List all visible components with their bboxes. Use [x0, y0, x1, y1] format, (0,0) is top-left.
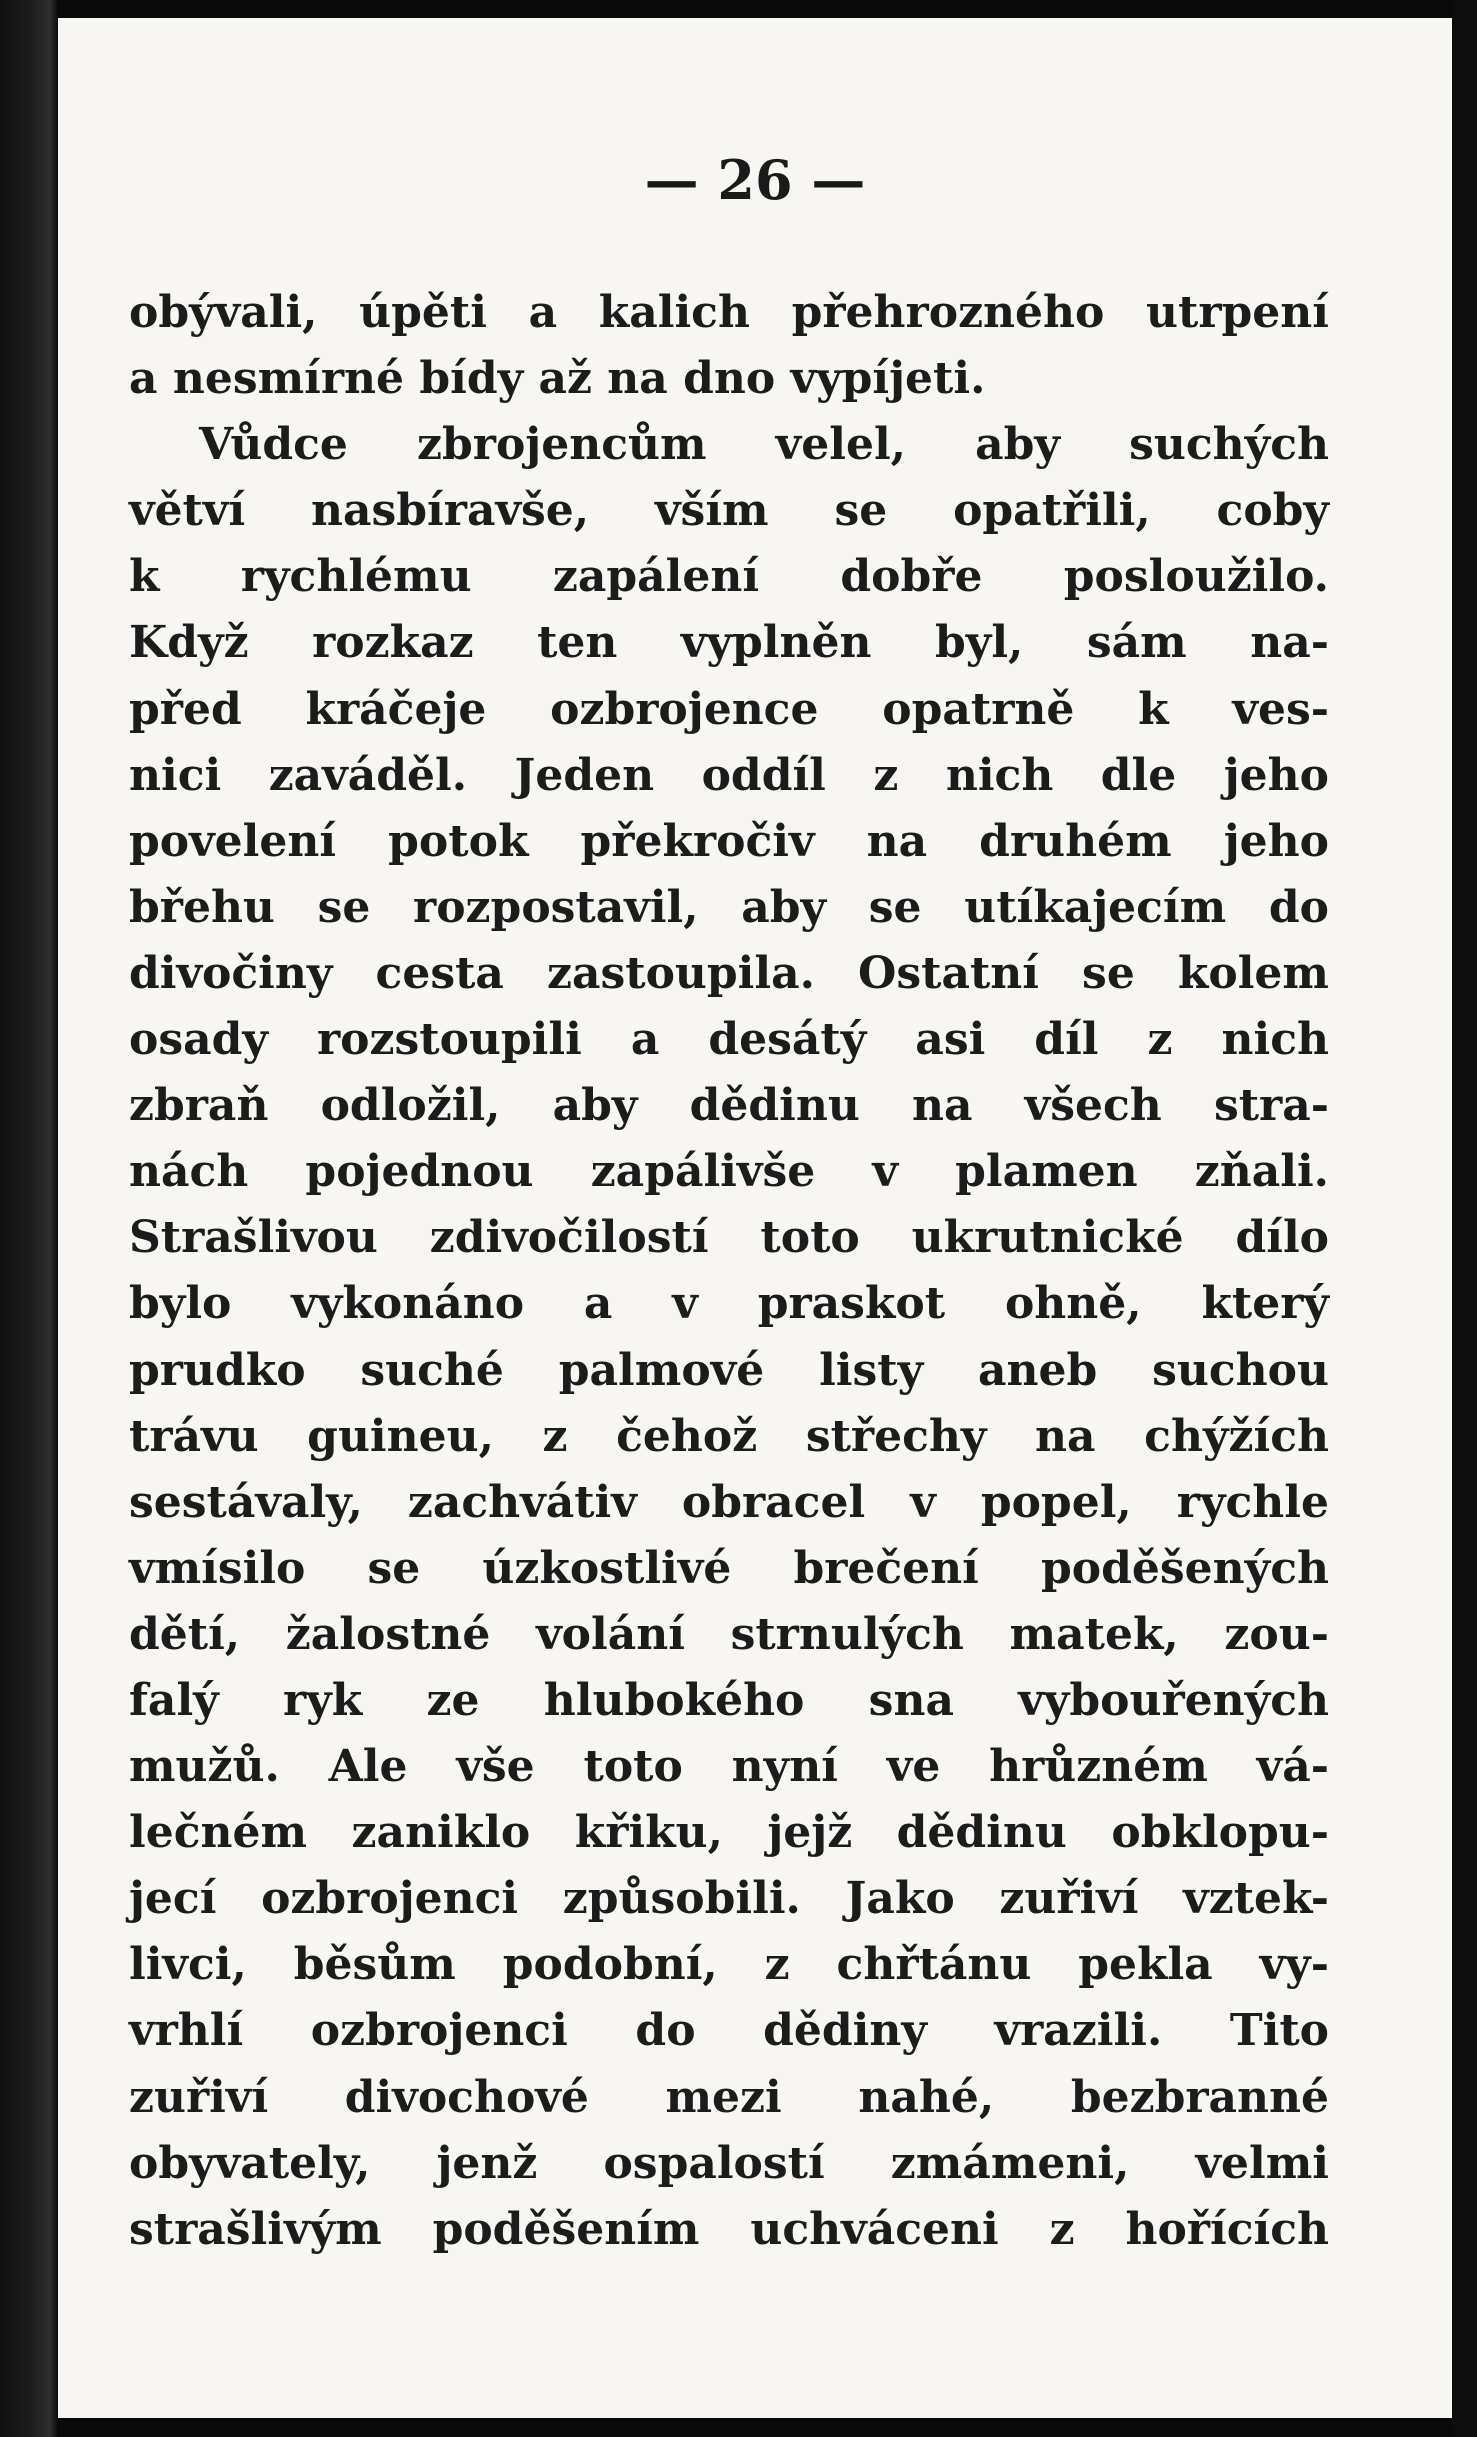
scan-left-border: [0, 0, 58, 2437]
text-line: obyvately, jenž ospalostí zmámeni, velmi: [129, 2137, 1329, 2189]
text-line: vmísilo se úzkostlivé brečení poděšených: [129, 1542, 1329, 1594]
text-line: před kráčeje ozbrojence opatrně k ves-: [129, 683, 1329, 735]
text-line: sestávaly, zachvátiv obracel v popel, rychle: [129, 1476, 1329, 1528]
book-page: [58, 18, 1452, 2418]
text-line: zuřiví divochové mezi nahé, bezbranné: [129, 2071, 1329, 2123]
text-line: nách pojednou zapálivše v plamen zňali.: [129, 1146, 1329, 1198]
text-line: Když rozkaz ten vyplněn byl, sám na-: [129, 617, 1329, 669]
body-text: [129, 280, 1329, 2263]
page-number: — 26 —: [644, 148, 866, 212]
text-line: prudko suché palmové listy aneb suchou: [129, 1344, 1329, 1396]
text-line: břehu se rozpostavil, aby se utíkajecím do: [129, 881, 1329, 933]
text-line: nici zaváděl. Jeden oddíl z nich dle jeho: [129, 749, 1329, 801]
text-line: k rychlému zapálení dobře posloužilo.: [129, 551, 1329, 603]
text-line: trávu guineu, z čehož střechy na chýžích: [129, 1410, 1329, 1462]
text-line: bylo vykonáno a v praskot ohně, který: [129, 1278, 1329, 1330]
text-line: strašlivým poděšením uchváceni z hořících: [129, 2203, 1329, 2255]
text-line: osady rozstoupili a desátý asi díl z nich: [129, 1014, 1329, 1066]
scan-right-border: [1452, 0, 1477, 2437]
text-line: Strašlivou zdivočilostí toto ukrutnické dílo: [129, 1212, 1329, 1264]
text-line: dětí, žalostné volání strnulých matek, zou-: [129, 1608, 1329, 1660]
text-line: lečném zaniklo křiku, jejž dědinu obklopu-: [129, 1807, 1329, 1859]
text-line: mužů. Ale vše toto nyní ve hrůzném vá-: [129, 1741, 1329, 1793]
text-line: větví nasbíravše, vším se opatřili, coby: [129, 485, 1329, 537]
text-line: falý ryk ze hlubokého sna vybouřených: [129, 1674, 1329, 1726]
text-line: zbraň odložil, aby dědinu na všech stra-: [129, 1080, 1329, 1132]
text-line: povelení potok překročiv na druhém jeho: [129, 815, 1329, 867]
text-line: jecí ozbrojenci způsobili. Jako zuřiví vztek-: [129, 1873, 1329, 1925]
text-line: obývali, úpěti a kalich přehrozného utrpení: [129, 287, 1329, 338]
text-line: a nesmírné bídy až na dno vypíjeti.: [129, 353, 986, 405]
text-line: vrhlí ozbrojenci do dědiny vrazili. Tito: [129, 2005, 1329, 2057]
text-line: Vůdce zbrojencům velel, aby suchých: [199, 419, 1329, 471]
text-line: livci, běsům podobní, z chřtánu pekla vy-: [129, 1939, 1329, 1991]
text-line: divočiny cesta zastoupila. Ostatní se kolem: [129, 947, 1329, 999]
